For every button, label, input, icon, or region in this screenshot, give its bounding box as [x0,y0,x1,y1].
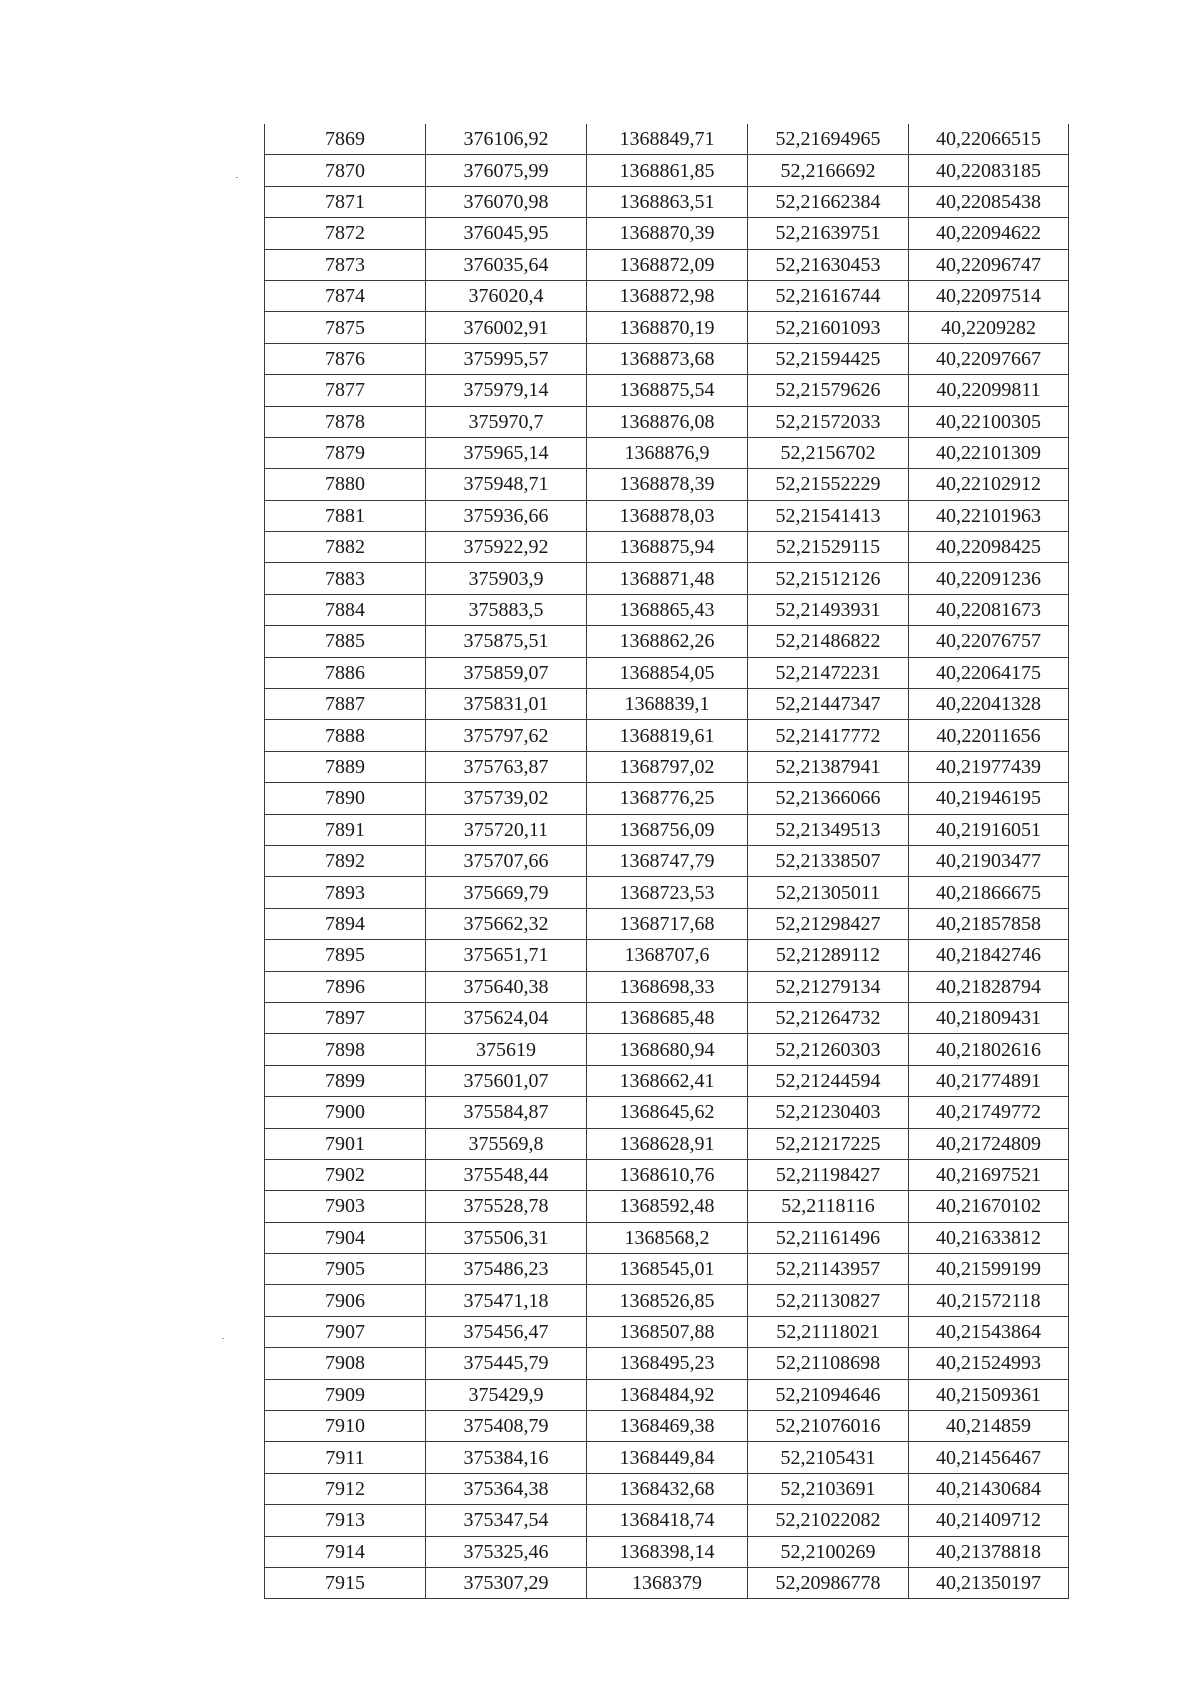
latitude-cell: 52,2156702 [748,437,909,468]
table-row [265,908,1069,939]
point-number-cell: 7911 [265,1442,426,1473]
longitude-cell: 40,22094622 [909,218,1069,249]
y-coordinate-cell: 1368871,48 [587,563,748,594]
y-coordinate-cell: 1368685,48 [587,1002,748,1033]
latitude-cell: 52,21349513 [748,814,909,845]
latitude-cell: 52,21594425 [748,343,909,374]
latitude-cell: 52,21417772 [748,720,909,751]
point-number-cell: 7899 [265,1065,426,1096]
table-row [265,845,1069,876]
longitude-cell: 40,22101309 [909,437,1069,468]
x-coordinate-cell: 375831,01 [426,689,587,720]
longitude-cell: 40,21977439 [909,751,1069,782]
point-number-cell: 7891 [265,814,426,845]
x-coordinate-cell: 376045,95 [426,218,587,249]
x-coordinate-cell: 375995,57 [426,343,587,374]
latitude-cell: 52,21298427 [748,908,909,939]
y-coordinate-cell: 1368680,94 [587,1034,748,1065]
longitude-cell: 40,21350197 [909,1567,1069,1598]
x-coordinate-cell: 375471,18 [426,1285,587,1316]
point-number-cell: 7895 [265,940,426,971]
y-coordinate-cell: 1368819,61 [587,720,748,751]
y-coordinate-cell: 1368507,88 [587,1316,748,1347]
point-number-cell: 7893 [265,877,426,908]
x-coordinate-cell: 375506,31 [426,1222,587,1253]
point-number-cell: 7909 [265,1379,426,1410]
x-coordinate-cell: 375922,92 [426,532,587,563]
latitude-cell: 52,21076016 [748,1411,909,1442]
y-coordinate-cell: 1368484,92 [587,1379,748,1410]
latitude-cell: 52,21305011 [748,877,909,908]
y-coordinate-cell: 1368545,01 [587,1254,748,1285]
point-number-cell: 7884 [265,594,426,625]
latitude-cell: 52,21579626 [748,375,909,406]
longitude-cell: 40,22081673 [909,594,1069,625]
y-coordinate-cell: 1368662,41 [587,1065,748,1096]
x-coordinate-cell: 375739,02 [426,783,587,814]
latitude-cell: 52,2118116 [748,1191,909,1222]
x-coordinate-cell: 375970,7 [426,406,587,437]
table-row [265,1254,1069,1285]
point-number-cell: 7897 [265,1002,426,1033]
table-row [265,1097,1069,1128]
table-row [265,249,1069,280]
longitude-cell: 40,22097514 [909,280,1069,311]
scan-speck [222,1338,224,1339]
y-coordinate-cell: 1368876,9 [587,437,748,468]
point-number-cell: 7880 [265,469,426,500]
point-number-cell: 7875 [265,312,426,343]
longitude-cell: 40,21430684 [909,1473,1069,1504]
x-coordinate-cell: 375875,51 [426,626,587,657]
longitude-cell: 40,22083185 [909,155,1069,186]
latitude-cell: 52,21630453 [748,249,909,280]
y-coordinate-cell: 1368870,19 [587,312,748,343]
y-coordinate-cell: 1368875,54 [587,375,748,406]
y-coordinate-cell: 1368870,39 [587,218,748,249]
table-row [265,1411,1069,1442]
table-row [265,1159,1069,1190]
longitude-cell: 40,22100305 [909,406,1069,437]
latitude-cell: 52,21094646 [748,1379,909,1410]
longitude-cell: 40,21378818 [909,1536,1069,1567]
x-coordinate-cell: 375584,87 [426,1097,587,1128]
table-row [265,1379,1069,1410]
latitude-cell: 52,21639751 [748,218,909,249]
y-coordinate-cell: 1368875,94 [587,532,748,563]
latitude-cell: 52,21512126 [748,563,909,594]
y-coordinate-cell: 1368776,25 [587,783,748,814]
x-coordinate-cell: 375903,9 [426,563,587,594]
x-coordinate-cell: 375979,14 [426,375,587,406]
point-number-cell: 7908 [265,1348,426,1379]
point-number-cell: 7907 [265,1316,426,1347]
longitude-cell: 40,22064175 [909,657,1069,688]
longitude-cell: 40,22091236 [909,563,1069,594]
x-coordinate-cell: 375548,44 [426,1159,587,1190]
latitude-cell: 52,21244594 [748,1065,909,1096]
point-number-cell: 7915 [265,1567,426,1598]
x-coordinate-cell: 376020,4 [426,280,587,311]
x-coordinate-cell: 375859,07 [426,657,587,688]
table-row [265,218,1069,249]
latitude-cell: 52,21198427 [748,1159,909,1190]
table-row [265,940,1069,971]
longitude-cell: 40,22085438 [909,186,1069,217]
x-coordinate-cell: 375445,79 [426,1348,587,1379]
table-row [265,1128,1069,1159]
y-coordinate-cell: 1368861,85 [587,155,748,186]
x-coordinate-cell: 376070,98 [426,186,587,217]
latitude-cell: 52,21230403 [748,1097,909,1128]
y-coordinate-cell: 1368854,05 [587,657,748,688]
point-number-cell: 7910 [265,1411,426,1442]
point-number-cell: 7890 [265,783,426,814]
x-coordinate-cell: 375528,78 [426,1191,587,1222]
point-number-cell: 7869 [265,124,426,155]
longitude-cell: 40,21670102 [909,1191,1069,1222]
x-coordinate-cell: 375619 [426,1034,587,1065]
x-coordinate-cell: 375965,14 [426,437,587,468]
longitude-cell: 40,2209282 [909,312,1069,343]
latitude-cell: 52,2166692 [748,155,909,186]
table-row [265,1442,1069,1473]
x-coordinate-cell: 375651,71 [426,940,587,971]
table-row [265,375,1069,406]
latitude-cell: 52,2103691 [748,1473,909,1504]
point-number-cell: 7894 [265,908,426,939]
longitude-cell: 40,22098425 [909,532,1069,563]
table-row [265,155,1069,186]
x-coordinate-cell: 375640,38 [426,971,587,1002]
x-coordinate-cell: 375720,11 [426,814,587,845]
longitude-cell: 40,22096747 [909,249,1069,280]
x-coordinate-cell: 375662,32 [426,908,587,939]
point-number-cell: 7878 [265,406,426,437]
longitude-cell: 40,21866675 [909,877,1069,908]
latitude-cell: 52,2105431 [748,1442,909,1473]
point-number-cell: 7912 [265,1473,426,1504]
point-number-cell: 7892 [265,845,426,876]
table-row [265,783,1069,814]
latitude-cell: 52,21572033 [748,406,909,437]
y-coordinate-cell: 1368717,68 [587,908,748,939]
point-number-cell: 7906 [265,1285,426,1316]
longitude-cell: 40,21802616 [909,1034,1069,1065]
point-number-cell: 7871 [265,186,426,217]
point-number-cell: 7904 [265,1222,426,1253]
latitude-cell: 52,21130827 [748,1285,909,1316]
x-coordinate-cell: 375707,66 [426,845,587,876]
table-row [265,1473,1069,1504]
latitude-cell: 52,21143957 [748,1254,909,1285]
table-row [265,1348,1069,1379]
longitude-cell: 40,214859 [909,1411,1069,1442]
longitude-cell: 40,21599199 [909,1254,1069,1285]
y-coordinate-cell: 1368849,71 [587,124,748,155]
latitude-cell: 52,21694965 [748,124,909,155]
x-coordinate-cell: 375408,79 [426,1411,587,1442]
longitude-cell: 40,21809431 [909,1002,1069,1033]
y-coordinate-cell: 1368568,2 [587,1222,748,1253]
longitude-cell: 40,22099811 [909,375,1069,406]
table-row [265,124,1069,155]
x-coordinate-cell: 376106,92 [426,124,587,155]
latitude-cell: 52,2100269 [748,1536,909,1567]
table-row [265,1316,1069,1347]
y-coordinate-cell: 1368865,43 [587,594,748,625]
scan-speck [236,177,238,178]
point-number-cell: 7887 [265,689,426,720]
point-number-cell: 7913 [265,1505,426,1536]
longitude-cell: 40,21857858 [909,908,1069,939]
x-coordinate-cell: 375364,38 [426,1473,587,1504]
longitude-cell: 40,21409712 [909,1505,1069,1536]
y-coordinate-cell: 1368418,74 [587,1505,748,1536]
latitude-cell: 52,21338507 [748,845,909,876]
latitude-cell: 52,21279134 [748,971,909,1002]
y-coordinate-cell: 1368449,84 [587,1442,748,1473]
table-row [265,186,1069,217]
x-coordinate-cell: 375883,5 [426,594,587,625]
longitude-cell: 40,21774891 [909,1065,1069,1096]
latitude-cell: 52,21022082 [748,1505,909,1536]
longitude-cell: 40,22101963 [909,500,1069,531]
table-row [265,971,1069,1002]
latitude-cell: 52,21493931 [748,594,909,625]
table-row [265,1567,1069,1598]
table-row [265,877,1069,908]
y-coordinate-cell: 1368698,33 [587,971,748,1002]
table-row [265,657,1069,688]
table-row [265,814,1069,845]
longitude-cell: 40,22076757 [909,626,1069,657]
point-number-cell: 7888 [265,720,426,751]
latitude-cell: 52,20986778 [748,1567,909,1598]
latitude-cell: 52,21264732 [748,1002,909,1033]
table-row [265,1191,1069,1222]
point-number-cell: 7885 [265,626,426,657]
latitude-cell: 52,21366066 [748,783,909,814]
table-row [265,532,1069,563]
coordinates-table-body [265,124,1069,1599]
table-row [265,689,1069,720]
longitude-cell: 40,21724809 [909,1128,1069,1159]
point-number-cell: 7889 [265,751,426,782]
y-coordinate-cell: 1368628,91 [587,1128,748,1159]
longitude-cell: 40,21572118 [909,1285,1069,1316]
y-coordinate-cell: 1368379 [587,1567,748,1598]
y-coordinate-cell: 1368873,68 [587,343,748,374]
table-row [265,500,1069,531]
longitude-cell: 40,22066515 [909,124,1069,155]
longitude-cell: 40,22102912 [909,469,1069,500]
longitude-cell: 40,21903477 [909,845,1069,876]
y-coordinate-cell: 1368797,02 [587,751,748,782]
x-coordinate-cell: 376035,64 [426,249,587,280]
longitude-cell: 40,21456467 [909,1442,1069,1473]
longitude-cell: 40,21633812 [909,1222,1069,1253]
point-number-cell: 7877 [265,375,426,406]
longitude-cell: 40,21946195 [909,783,1069,814]
longitude-cell: 40,22097667 [909,343,1069,374]
x-coordinate-cell: 375763,87 [426,751,587,782]
table-row [265,1222,1069,1253]
y-coordinate-cell: 1368707,6 [587,940,748,971]
table-row [265,1285,1069,1316]
longitude-cell: 40,21543864 [909,1316,1069,1347]
latitude-cell: 52,21387941 [748,751,909,782]
x-coordinate-cell: 375307,29 [426,1567,587,1598]
point-number-cell: 7879 [265,437,426,468]
point-number-cell: 7898 [265,1034,426,1065]
y-coordinate-cell: 1368592,48 [587,1191,748,1222]
y-coordinate-cell: 1368876,08 [587,406,748,437]
x-coordinate-cell: 375936,66 [426,500,587,531]
point-number-cell: 7882 [265,532,426,563]
latitude-cell: 52,21601093 [748,312,909,343]
x-coordinate-cell: 375429,9 [426,1379,587,1410]
table-row [265,1034,1069,1065]
table-row [265,312,1069,343]
y-coordinate-cell: 1368747,79 [587,845,748,876]
point-number-cell: 7872 [265,218,426,249]
x-coordinate-cell: 375797,62 [426,720,587,751]
latitude-cell: 52,21260303 [748,1034,909,1065]
x-coordinate-cell: 375347,54 [426,1505,587,1536]
point-number-cell: 7914 [265,1536,426,1567]
point-number-cell: 7905 [265,1254,426,1285]
longitude-cell: 40,21697521 [909,1159,1069,1190]
point-number-cell: 7881 [265,500,426,531]
x-coordinate-cell: 375456,47 [426,1316,587,1347]
y-coordinate-cell: 1368526,85 [587,1285,748,1316]
y-coordinate-cell: 1368878,03 [587,500,748,531]
y-coordinate-cell: 1368495,23 [587,1348,748,1379]
y-coordinate-cell: 1368645,62 [587,1097,748,1128]
y-coordinate-cell: 1368839,1 [587,689,748,720]
latitude-cell: 52,21161496 [748,1222,909,1253]
point-number-cell: 7870 [265,155,426,186]
table-row [265,563,1069,594]
point-number-cell: 7876 [265,343,426,374]
latitude-cell: 52,21217225 [748,1128,909,1159]
table-row [265,437,1069,468]
y-coordinate-cell: 1368398,14 [587,1536,748,1567]
latitude-cell: 52,21472231 [748,657,909,688]
longitude-cell: 40,21524993 [909,1348,1069,1379]
table-row [265,280,1069,311]
x-coordinate-cell: 375669,79 [426,877,587,908]
longitude-cell: 40,21509361 [909,1379,1069,1410]
latitude-cell: 52,21118021 [748,1316,909,1347]
y-coordinate-cell: 1368610,76 [587,1159,748,1190]
longitude-cell: 40,21916051 [909,814,1069,845]
latitude-cell: 52,21541413 [748,500,909,531]
point-number-cell: 7883 [265,563,426,594]
x-coordinate-cell: 375384,16 [426,1442,587,1473]
longitude-cell: 40,22041328 [909,689,1069,720]
point-number-cell: 7901 [265,1128,426,1159]
point-number-cell: 7886 [265,657,426,688]
x-coordinate-cell: 376002,91 [426,312,587,343]
x-coordinate-cell: 375569,8 [426,1128,587,1159]
longitude-cell: 40,21749772 [909,1097,1069,1128]
longitude-cell: 40,21828794 [909,971,1069,1002]
latitude-cell: 52,21289112 [748,940,909,971]
y-coordinate-cell: 1368862,26 [587,626,748,657]
table-row [265,720,1069,751]
table-row [265,1065,1069,1096]
table-row [265,406,1069,437]
x-coordinate-cell: 376075,99 [426,155,587,186]
longitude-cell: 40,21842746 [909,940,1069,971]
table-row [265,751,1069,782]
x-coordinate-cell: 375486,23 [426,1254,587,1285]
point-number-cell: 7900 [265,1097,426,1128]
table-row [265,1536,1069,1567]
y-coordinate-cell: 1368432,68 [587,1473,748,1504]
x-coordinate-cell: 375601,07 [426,1065,587,1096]
x-coordinate-cell: 375325,46 [426,1536,587,1567]
y-coordinate-cell: 1368878,39 [587,469,748,500]
table-row [265,469,1069,500]
point-number-cell: 7903 [265,1191,426,1222]
latitude-cell: 52,21552229 [748,469,909,500]
table-row [265,594,1069,625]
point-number-cell: 7874 [265,280,426,311]
y-coordinate-cell: 1368863,51 [587,186,748,217]
table-row [265,1505,1069,1536]
point-number-cell: 7896 [265,971,426,1002]
x-coordinate-cell: 375948,71 [426,469,587,500]
y-coordinate-cell: 1368872,98 [587,280,748,311]
x-coordinate-cell: 375624,04 [426,1002,587,1033]
table-row [265,343,1069,374]
point-number-cell: 7873 [265,249,426,280]
latitude-cell: 52,21108698 [748,1348,909,1379]
table-row [265,626,1069,657]
y-coordinate-cell: 1368469,38 [587,1411,748,1442]
latitude-cell: 52,21616744 [748,280,909,311]
latitude-cell: 52,21662384 [748,186,909,217]
latitude-cell: 52,21447347 [748,689,909,720]
coordinates-table [264,124,1069,1599]
y-coordinate-cell: 1368872,09 [587,249,748,280]
latitude-cell: 52,21529115 [748,532,909,563]
y-coordinate-cell: 1368756,09 [587,814,748,845]
latitude-cell: 52,21486822 [748,626,909,657]
longitude-cell: 40,22011656 [909,720,1069,751]
point-number-cell: 7902 [265,1159,426,1190]
table-row [265,1002,1069,1033]
y-coordinate-cell: 1368723,53 [587,877,748,908]
